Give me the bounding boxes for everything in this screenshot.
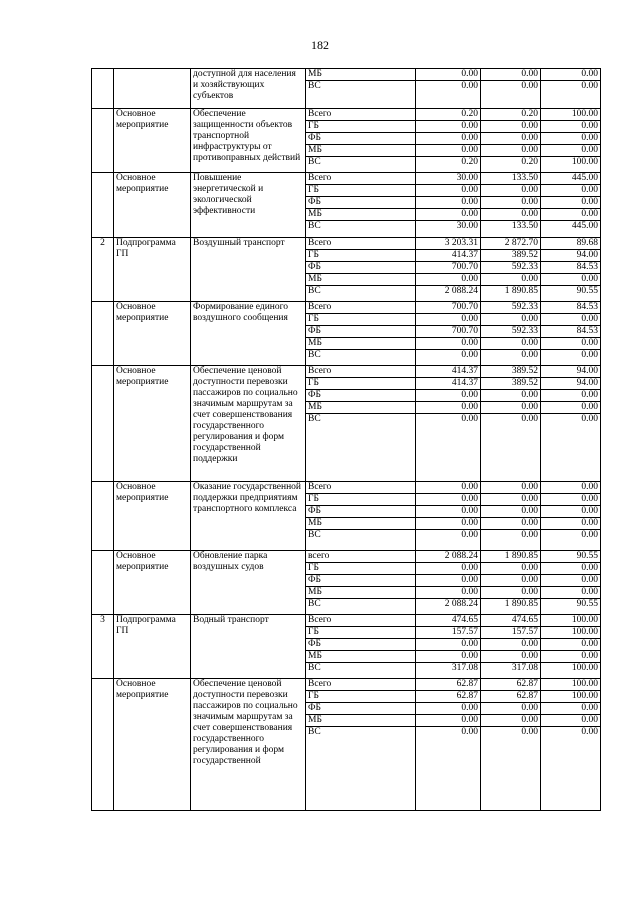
value-actual: 0.00 bbox=[481, 727, 541, 811]
value-percent: 0.00 bbox=[541, 506, 601, 518]
value-actual: 592.33 bbox=[481, 302, 541, 314]
value-planned: 0.00 bbox=[416, 494, 481, 506]
value-actual: 0.00 bbox=[481, 350, 541, 366]
value-planned: 0.00 bbox=[416, 703, 481, 715]
value-percent: 0.00 bbox=[541, 338, 601, 350]
value-planned: 0.00 bbox=[416, 314, 481, 326]
value-actual: 317.08 bbox=[481, 663, 541, 679]
funding-source: ВС bbox=[306, 157, 416, 173]
funding-source: МБ bbox=[306, 338, 416, 350]
funding-source: ГБ bbox=[306, 378, 416, 390]
value-planned: 0.00 bbox=[416, 69, 481, 81]
value-actual: 133.50 bbox=[481, 221, 541, 238]
funding-source: ГБ bbox=[306, 494, 416, 506]
value-actual: 0.00 bbox=[481, 575, 541, 587]
value-actual: 0.00 bbox=[481, 402, 541, 414]
value-actual: 0.00 bbox=[481, 69, 541, 81]
value-planned: 2 088.24 bbox=[416, 551, 481, 563]
value-planned: 700.70 bbox=[416, 262, 481, 274]
funding-source: Всего bbox=[306, 173, 416, 185]
value-percent: 0.00 bbox=[541, 715, 601, 727]
value-planned: 0.00 bbox=[416, 651, 481, 663]
funding-source: МБ bbox=[306, 69, 416, 81]
value-percent: 0.00 bbox=[541, 274, 601, 286]
value-actual: 0.00 bbox=[481, 338, 541, 350]
value-actual: 389.52 bbox=[481, 378, 541, 390]
value-planned: 317.08 bbox=[416, 663, 481, 679]
value-percent: 0.00 bbox=[541, 121, 601, 133]
row-name: Водный транспорт bbox=[191, 615, 306, 679]
value-actual: 0.20 bbox=[481, 109, 541, 121]
page-number: 182 bbox=[311, 38, 329, 52]
value-planned: 0.00 bbox=[416, 506, 481, 518]
value-percent: 0.00 bbox=[541, 185, 601, 197]
table-row bbox=[92, 482, 601, 494]
value-actual: 0.00 bbox=[481, 639, 541, 651]
value-actual: 0.00 bbox=[481, 482, 541, 494]
value-actual: 0.00 bbox=[481, 530, 541, 551]
value-actual: 157.57 bbox=[481, 627, 541, 639]
funding-source: ВС bbox=[306, 414, 416, 482]
row-name: доступной для населения и хозяйствующих субъектов bbox=[191, 69, 306, 109]
value-actual: 474.65 bbox=[481, 615, 541, 627]
funding-source: всего bbox=[306, 551, 416, 563]
value-percent: 84.53 bbox=[541, 302, 601, 314]
table-row bbox=[92, 302, 601, 314]
value-actual: 62.87 bbox=[481, 679, 541, 691]
row-kind: Основное мероприятие bbox=[114, 679, 191, 811]
value-percent: 100.00 bbox=[541, 109, 601, 121]
funding-source: ВС bbox=[306, 221, 416, 238]
value-percent: 0.00 bbox=[541, 651, 601, 663]
table-row bbox=[92, 551, 601, 563]
funding-source: ФБ bbox=[306, 703, 416, 715]
row-kind: Основное мероприятие bbox=[114, 551, 191, 615]
value-percent: 100.00 bbox=[541, 679, 601, 691]
value-planned: 474.65 bbox=[416, 615, 481, 627]
funding-source: Всего bbox=[306, 238, 416, 250]
value-percent: 0.00 bbox=[541, 563, 601, 575]
value-planned: 0.00 bbox=[416, 639, 481, 651]
funding-source: ГБ bbox=[306, 563, 416, 575]
table-row bbox=[92, 615, 601, 627]
value-percent: 0.00 bbox=[541, 81, 601, 109]
value-actual: 0.00 bbox=[481, 651, 541, 663]
funding-source: ФБ bbox=[306, 326, 416, 338]
value-percent: 0.00 bbox=[541, 703, 601, 715]
value-actual: 0.00 bbox=[481, 506, 541, 518]
value-planned: 700.70 bbox=[416, 326, 481, 338]
row-kind: Основное мероприятие bbox=[114, 302, 191, 366]
value-actual: 2 872.70 bbox=[481, 238, 541, 250]
value-planned: 2 088.24 bbox=[416, 599, 481, 615]
row-number bbox=[92, 366, 114, 482]
value-planned: 0.20 bbox=[416, 109, 481, 121]
funding-source: Всего bbox=[306, 109, 416, 121]
row-number bbox=[92, 109, 114, 173]
funding-source: ФБ bbox=[306, 133, 416, 145]
funding-source: МБ bbox=[306, 651, 416, 663]
row-name: Обеспечение ценовой доступности перевозки пассажиров по социально значимым маршрутам за счет совершенствования государственного регулирования и форм государственной bbox=[191, 679, 306, 811]
value-percent: 0.00 bbox=[541, 209, 601, 221]
financing-table bbox=[91, 68, 601, 811]
funding-source: ВС bbox=[306, 81, 416, 109]
value-percent: 0.00 bbox=[541, 197, 601, 209]
value-percent: 0.00 bbox=[541, 314, 601, 326]
value-planned: 0.00 bbox=[416, 414, 481, 482]
row-name: Обеспечение защищенности объектов транспортной инфраструктуры от противоправных действий bbox=[191, 109, 306, 173]
value-percent: 0.00 bbox=[541, 639, 601, 651]
value-planned: 0.00 bbox=[416, 121, 481, 133]
value-planned: 62.87 bbox=[416, 691, 481, 703]
value-percent: 94.00 bbox=[541, 250, 601, 262]
row-name: Оказание государственной поддержки предприятиям транспортного комплекса bbox=[191, 482, 306, 551]
funding-source: Всего bbox=[306, 679, 416, 691]
funding-source: Всего bbox=[306, 302, 416, 314]
value-planned: 0.00 bbox=[416, 482, 481, 494]
value-actual: 0.00 bbox=[481, 587, 541, 599]
value-planned: 414.37 bbox=[416, 378, 481, 390]
value-planned: 157.57 bbox=[416, 627, 481, 639]
value-percent: 0.00 bbox=[541, 727, 601, 811]
value-actual: 0.20 bbox=[481, 157, 541, 173]
table-row bbox=[92, 173, 601, 185]
table-row bbox=[92, 366, 601, 378]
value-actual: 0.00 bbox=[481, 518, 541, 530]
value-actual: 592.33 bbox=[481, 262, 541, 274]
value-planned: 0.00 bbox=[416, 587, 481, 599]
funding-source: ФБ bbox=[306, 575, 416, 587]
funding-source: МБ bbox=[306, 518, 416, 530]
funding-source: Всего bbox=[306, 615, 416, 627]
row-name: Обновление парка воздушных судов bbox=[191, 551, 306, 615]
value-actual: 389.52 bbox=[481, 366, 541, 378]
value-planned: 3 203.31 bbox=[416, 238, 481, 250]
row-number bbox=[92, 173, 114, 238]
value-actual: 62.87 bbox=[481, 691, 541, 703]
value-planned: 0.00 bbox=[416, 133, 481, 145]
value-planned: 0.00 bbox=[416, 209, 481, 221]
funding-source: ГБ bbox=[306, 314, 416, 326]
value-actual: 1 890.85 bbox=[481, 286, 541, 302]
value-percent: 89.68 bbox=[541, 238, 601, 250]
value-actual: 0.00 bbox=[481, 274, 541, 286]
value-planned: 0.00 bbox=[416, 530, 481, 551]
value-planned: 0.00 bbox=[416, 727, 481, 811]
value-percent: 0.00 bbox=[541, 587, 601, 599]
funding-source: ВС bbox=[306, 350, 416, 366]
row-number: 3 bbox=[92, 615, 114, 679]
value-percent: 0.00 bbox=[541, 575, 601, 587]
value-percent: 0.00 bbox=[541, 530, 601, 551]
table-body bbox=[92, 69, 601, 811]
funding-source: ФБ bbox=[306, 390, 416, 402]
funding-source: Всего bbox=[306, 482, 416, 494]
funding-source: ВС bbox=[306, 599, 416, 615]
table-row bbox=[92, 109, 601, 121]
value-percent: 0.00 bbox=[541, 414, 601, 482]
row-name: Обеспечение ценовой доступности перевозки пассажиров по социально значимым маршрутам за счет совершенствования государственного регулирования и форм государственной поддержки bbox=[191, 366, 306, 482]
value-planned: 0.00 bbox=[416, 185, 481, 197]
value-planned: 700.70 bbox=[416, 302, 481, 314]
row-kind bbox=[114, 69, 191, 109]
funding-source: ФБ bbox=[306, 197, 416, 209]
value-percent: 100.00 bbox=[541, 627, 601, 639]
value-percent: 445.00 bbox=[541, 221, 601, 238]
row-number bbox=[92, 679, 114, 811]
funding-source: Всего bbox=[306, 366, 416, 378]
value-planned: 0.00 bbox=[416, 390, 481, 402]
row-number bbox=[92, 482, 114, 551]
value-planned: 0.20 bbox=[416, 157, 481, 173]
value-percent: 0.00 bbox=[541, 518, 601, 530]
funding-source: ВС bbox=[306, 286, 416, 302]
funding-source: ФБ bbox=[306, 506, 416, 518]
value-percent: 90.55 bbox=[541, 551, 601, 563]
row-number bbox=[92, 302, 114, 366]
value-planned: 0.00 bbox=[416, 350, 481, 366]
row-kind: Основное мероприятие bbox=[114, 366, 191, 482]
value-percent: 100.00 bbox=[541, 691, 601, 703]
funding-source: МБ bbox=[306, 209, 416, 221]
value-planned: 30.00 bbox=[416, 173, 481, 185]
value-planned: 0.00 bbox=[416, 145, 481, 157]
value-percent: 84.53 bbox=[541, 262, 601, 274]
funding-source: ГБ bbox=[306, 185, 416, 197]
funding-source: ГБ bbox=[306, 691, 416, 703]
value-percent: 0.00 bbox=[541, 145, 601, 157]
funding-source: МБ bbox=[306, 587, 416, 599]
funding-source: ВС bbox=[306, 530, 416, 551]
value-planned: 0.00 bbox=[416, 518, 481, 530]
row-name: Воздушный транспорт bbox=[191, 238, 306, 302]
value-actual: 0.00 bbox=[481, 414, 541, 482]
value-actual: 389.52 bbox=[481, 250, 541, 262]
value-actual: 0.00 bbox=[481, 81, 541, 109]
value-percent: 90.55 bbox=[541, 599, 601, 615]
value-actual: 0.00 bbox=[481, 563, 541, 575]
value-actual: 133.50 bbox=[481, 173, 541, 185]
value-planned: 2 088.24 bbox=[416, 286, 481, 302]
value-percent: 84.53 bbox=[541, 326, 601, 338]
value-actual: 0.00 bbox=[481, 715, 541, 727]
value-actual: 0.00 bbox=[481, 209, 541, 221]
funding-source: МБ bbox=[306, 715, 416, 727]
row-kind: Подпрограмма ГП bbox=[114, 238, 191, 302]
value-percent: 0.00 bbox=[541, 402, 601, 414]
value-actual: 0.00 bbox=[481, 197, 541, 209]
value-planned: 414.37 bbox=[416, 250, 481, 262]
value-planned: 414.37 bbox=[416, 366, 481, 378]
row-kind: Основное мероприятие bbox=[114, 173, 191, 238]
value-actual: 0.00 bbox=[481, 390, 541, 402]
value-percent: 100.00 bbox=[541, 157, 601, 173]
value-percent: 0.00 bbox=[541, 350, 601, 366]
funding-source: ВС bbox=[306, 663, 416, 679]
value-percent: 0.00 bbox=[541, 482, 601, 494]
value-planned: 0.00 bbox=[416, 81, 481, 109]
funding-source: ГБ bbox=[306, 121, 416, 133]
value-percent: 0.00 bbox=[541, 390, 601, 402]
value-actual: 0.00 bbox=[481, 314, 541, 326]
value-planned: 0.00 bbox=[416, 338, 481, 350]
value-planned: 0.00 bbox=[416, 197, 481, 209]
value-percent: 94.00 bbox=[541, 378, 601, 390]
row-kind: Основное мероприятие bbox=[114, 109, 191, 173]
value-actual: 0.00 bbox=[481, 185, 541, 197]
value-percent: 94.00 bbox=[541, 366, 601, 378]
table-row bbox=[92, 238, 601, 250]
value-actual: 1 890.85 bbox=[481, 599, 541, 615]
value-planned: 0.00 bbox=[416, 402, 481, 414]
value-percent: 445.00 bbox=[541, 173, 601, 185]
value-planned: 0.00 bbox=[416, 575, 481, 587]
value-planned: 30.00 bbox=[416, 221, 481, 238]
row-kind: Основное мероприятие bbox=[114, 482, 191, 551]
value-percent: 90.55 bbox=[541, 286, 601, 302]
value-actual: 0.00 bbox=[481, 121, 541, 133]
value-planned: 0.00 bbox=[416, 274, 481, 286]
value-percent: 0.00 bbox=[541, 69, 601, 81]
row-name: Формирование единого воздушного сообщения bbox=[191, 302, 306, 366]
funding-source: ГБ bbox=[306, 250, 416, 262]
value-planned: 62.87 bbox=[416, 679, 481, 691]
value-actual: 0.00 bbox=[481, 494, 541, 506]
funding-source: МБ bbox=[306, 402, 416, 414]
value-percent: 0.00 bbox=[541, 133, 601, 145]
value-percent: 0.00 bbox=[541, 494, 601, 506]
value-percent: 100.00 bbox=[541, 615, 601, 627]
funding-source: ГБ bbox=[306, 627, 416, 639]
table-row bbox=[92, 69, 601, 81]
funding-source: МБ bbox=[306, 145, 416, 157]
table-row bbox=[92, 679, 601, 691]
row-kind: Подпрограмма ГП bbox=[114, 615, 191, 679]
value-planned: 0.00 bbox=[416, 563, 481, 575]
value-actual: 0.00 bbox=[481, 145, 541, 157]
funding-source: МБ bbox=[306, 274, 416, 286]
row-number: 2 bbox=[92, 238, 114, 302]
funding-source: ВС bbox=[306, 727, 416, 811]
row-number bbox=[92, 69, 114, 109]
value-percent: 100.00 bbox=[541, 663, 601, 679]
funding-source: ФБ bbox=[306, 639, 416, 651]
funding-source: ФБ bbox=[306, 262, 416, 274]
value-planned: 0.00 bbox=[416, 715, 481, 727]
row-name: Повышение энергетической и экологической эффективности bbox=[191, 173, 306, 238]
value-actual: 592.33 bbox=[481, 326, 541, 338]
row-number bbox=[92, 551, 114, 615]
value-actual: 0.00 bbox=[481, 703, 541, 715]
value-actual: 0.00 bbox=[481, 133, 541, 145]
value-actual: 1 890.85 bbox=[481, 551, 541, 563]
